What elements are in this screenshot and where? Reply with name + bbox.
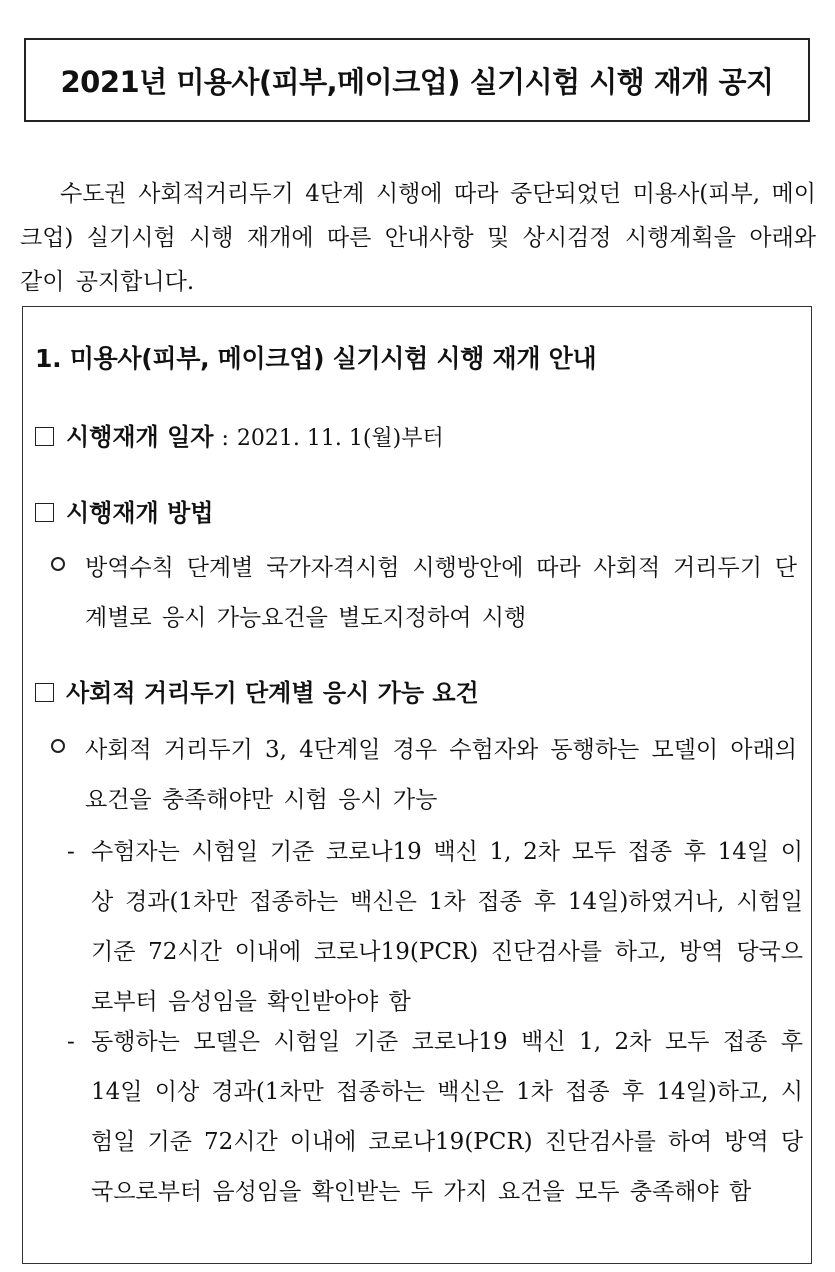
restart-method-label: 시행재개 방법 [66,499,214,527]
restart-date-separator: : [221,426,229,451]
checkbox-square-icon [35,503,54,522]
checkbox-square-icon [35,683,54,702]
examinee-requirement [67,827,803,1027]
requirements-bullet [47,725,797,825]
restart-date-item [35,417,444,452]
checkbox-square-icon [35,427,54,446]
model-requirement-text: 동행하는 모델은 시험일 기준 코로나19 백신 1, 2차 모두 접종 후 14일 이상 경과(1차만 접종하는 백신은 1차 접종 후 14일)하고, 시험일 기준 72시간 이내에 코로나19(PCR) 진단검사를 하여 방역 당국으로부터 음성임을 확인받는 두 가지 요건을 모두 충족해야 함 [91,1029,803,1205]
requirements-item [35,673,479,708]
section-heading: 1. 미용사(피부, 메이크업) 실기시험 시행 재개 안내 [35,344,597,373]
page-title: 2021년 미용사(피부,메이크업) 실기시험 시행 재개 공지 [60,64,774,99]
restart-method-item [35,493,213,528]
restart-date-value: 2021. 11. 1(월)부터 [236,426,444,451]
method-bullet [47,543,797,643]
dash-bullet: - [67,839,75,865]
method-text: 방역수칙 단계별 국가자격시험 시행방안에 따라 사회적 거리두기 단계별로 응시 가능요건을 별도지정하여 시행 [85,555,797,631]
intro-paragraph: 수도권 사회적거리두기 4단계 시행에 따라 중단되었던 미용사(피부, 메이크업) 실기시험 시행 재개에 따른 안내사항 및 상시검정 시행계획을 아래와 같이 공지합니다. [20,181,817,295]
circle-bullet-icon [51,739,65,753]
requirements-label: 사회적 거리두기 단계별 응시 가능 요건 [66,679,479,707]
model-requirement [67,1017,803,1217]
notice-section-box [22,306,812,1264]
dash-bullet: - [67,1029,75,1055]
circle-bullet-icon [51,557,65,571]
requirements-text: 사회적 거리두기 3, 4단계일 경우 수험자와 동행하는 모델이 아래의 요건을 충족해야만 시험 응시 가능 [85,737,797,813]
title-box [24,38,810,122]
examinee-requirement-text: 수험자는 시험일 기준 코로나19 백신 1, 2차 모두 접종 후 14일 이상 경과(1차만 접종하는 백신은 1차 접종 후 14일)하였거나, 시험일 기준 72시간 이내에 코로나19(PCR) 진단검사를 하고, 방역 당국으로부터 음성임을 확인받아야 함 [91,839,803,1015]
restart-date-label: 시행재개 일자 [66,423,214,451]
